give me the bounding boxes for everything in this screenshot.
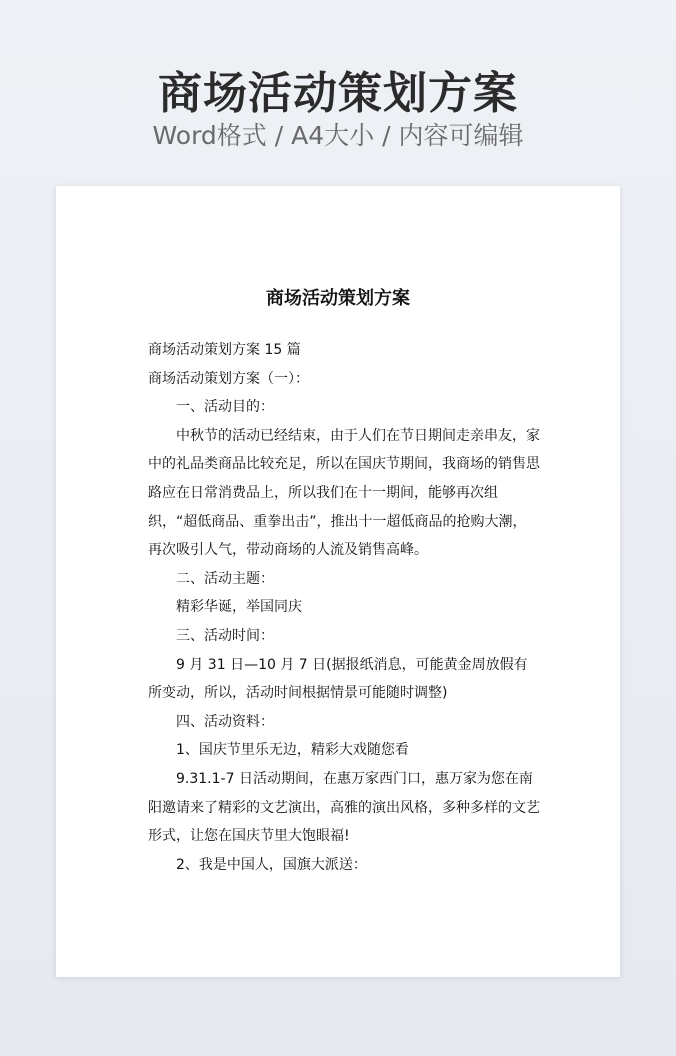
document-body: [148, 336, 540, 879]
doc-paragraph: 中秋节的活动已经结束，由于人们在节日期间走亲串友，家中的礼品类商品比较充足，所以在国庆节期间，我商场的销售思路应在日常消费品上，所以我们在十一期间，能够再次组织，“超低商品、重拳出击”，推出十一超低商品的抢购大潮，再次吸引人气，带动商场的人流及销售高峰。: [148, 427, 540, 559]
doc-paragraph: 1、国庆节里乐无边，精彩大戏随您看: [176, 742, 409, 759]
hero-subtitle: Word格式 / A4大小 / 内容可编辑: [152, 121, 524, 150]
doc-paragraph: 2、我是中国人，国旗大派送：: [176, 856, 367, 873]
doc-paragraph: 9.31.1-7 日活动期间，在惠万家西门口，惠万家为您在南阳邀请来了精彩的文艺演出，高雅的演出风格，多种多样的文艺形式，让您在国庆节里大饱眼福!: [148, 770, 540, 845]
document-page: [56, 186, 620, 977]
doc-paragraph: 9 月 31 日—10 月 7 日(据报纸消息，可能黄金周放假有所变动，所以，活动时间根据情景可能随时调整): [148, 656, 528, 702]
doc-heading: 四、活动资料：: [176, 713, 274, 730]
doc-paragraph: 精彩华诞，举国同庆: [176, 599, 302, 616]
hero-title: 商场活动策划方案: [158, 68, 518, 119]
doc-heading: 三、活动时间：: [176, 627, 274, 644]
doc-heading: 二、活动主题：: [176, 570, 274, 587]
doc-heading: 一、活动目的：: [176, 399, 274, 416]
doc-paragraph: 商场活动策划方案 15 篇: [148, 342, 301, 358]
doc-paragraph: 商场活动策划方案（一）：: [148, 370, 309, 387]
document-title: 商场活动策划方案: [266, 288, 410, 309]
